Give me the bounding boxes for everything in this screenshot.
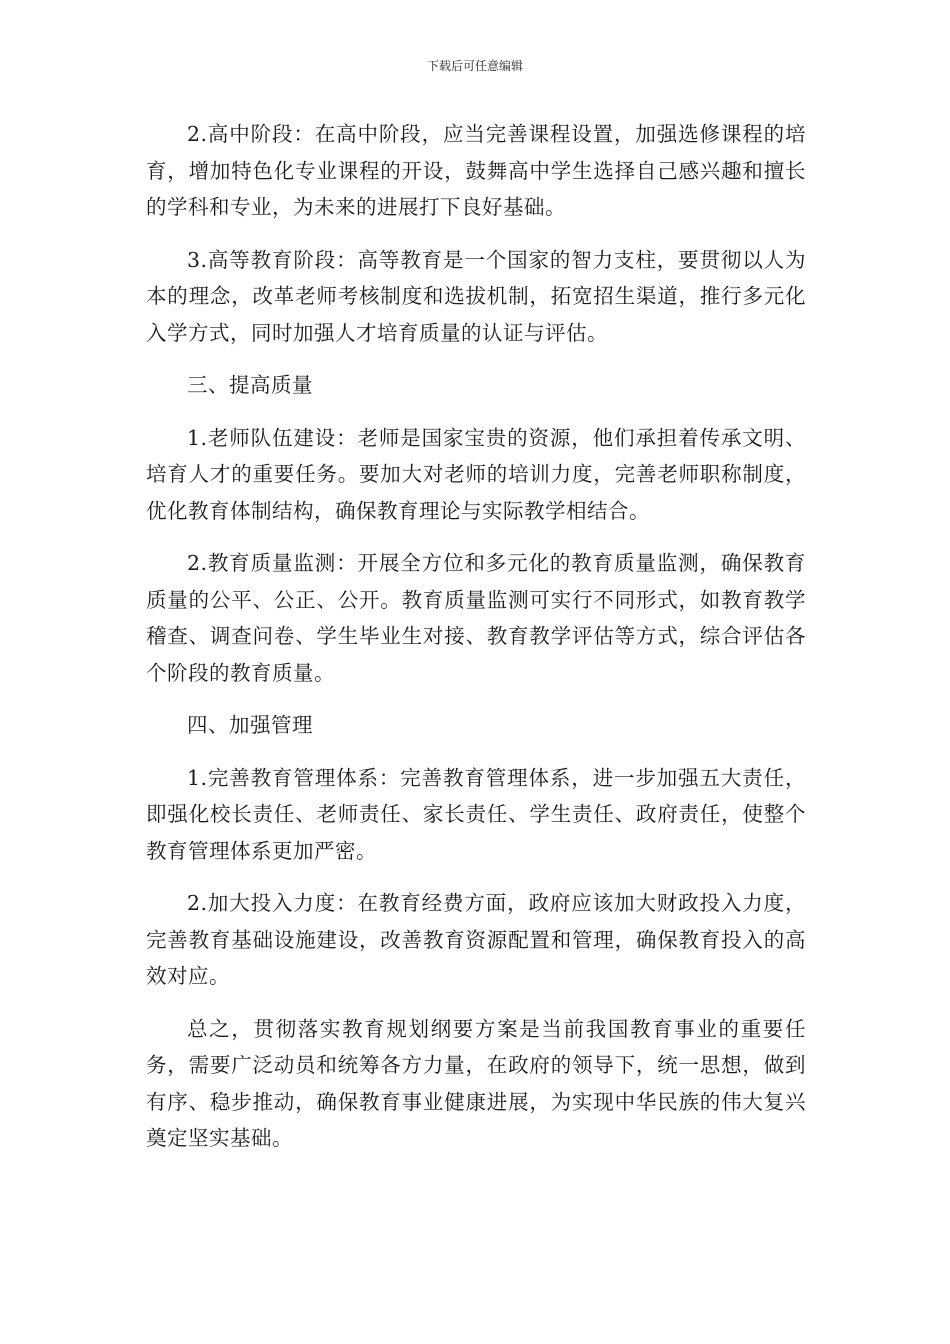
page-header: 下载后可任意编辑: [426, 59, 523, 73]
paragraph-teacher-team: 1.老师队伍建设：老师是国家宝贵的资源，他们承担着传承文明、培育人才的重要任务。要加大对老师的培训力度，完善老师职称制度，优化教育体制结构，确保教育理论与实际教学相结合。: [146, 425, 806, 523]
paragraph-conclusion: 总之，贯彻落实教育规划纲要方案是当前我国教育事业的重要任务，需要广泛动员和统筹各方力量，在政府的领导下，统一思想，做到有序、稳步推动，确保教育事业健康进展，为实现中华民族的伟大复兴奠定坚实基础。: [146, 1016, 806, 1150]
paragraph-quality-monitoring: 2.教育质量监测：开展全方位和多元化的教育质量监测，确保教育质量的公平、公正、公开。教育质量监测可实行不同形式，如教育教学稽查、调查问卷、学生毕业生对接、教育教学评估等方式，综合评估各个阶段的教育质量。: [146, 551, 806, 685]
paragraph-management-system: 1.完善教育管理体系：完善教育管理体系，进一步加强五大责任，即强化校长责任、老师责任、家长责任、学生责任、政府责任，使整个教育管理体系更加严密。: [146, 765, 806, 863]
document-body: [146, 116, 806, 1173]
paragraph-investment: 2.加大投入力度：在教育经费方面，政府应该加大财政投入力度，完善教育基础设施建设，改善教育资源配置和管理，确保教育投入的高效对应。: [146, 891, 806, 988]
section-heading-strengthen-management: 四、加强管理: [187, 713, 313, 737]
section-heading-improve-quality: 三、提高质量: [187, 373, 313, 397]
paragraph-high-school-stage: 2.高中阶段：在高中阶段，应当完善课程设置，加强选修课程的培育，增加特色化专业课程的开设，鼓舞高中学生选择自己感兴趣和擅长的学科和专业，为未来的进展打下良好基础。: [146, 122, 806, 219]
paragraph-higher-education-stage: 3.高等教育阶段：高等教育是一个国家的智力支柱，要贯彻以人为本的理念，改革老师考核制度和选拔机制，拓宽招生渠道，推行多元化入学方式，同时加强人才培育质量的认证与评估。: [146, 247, 806, 345]
